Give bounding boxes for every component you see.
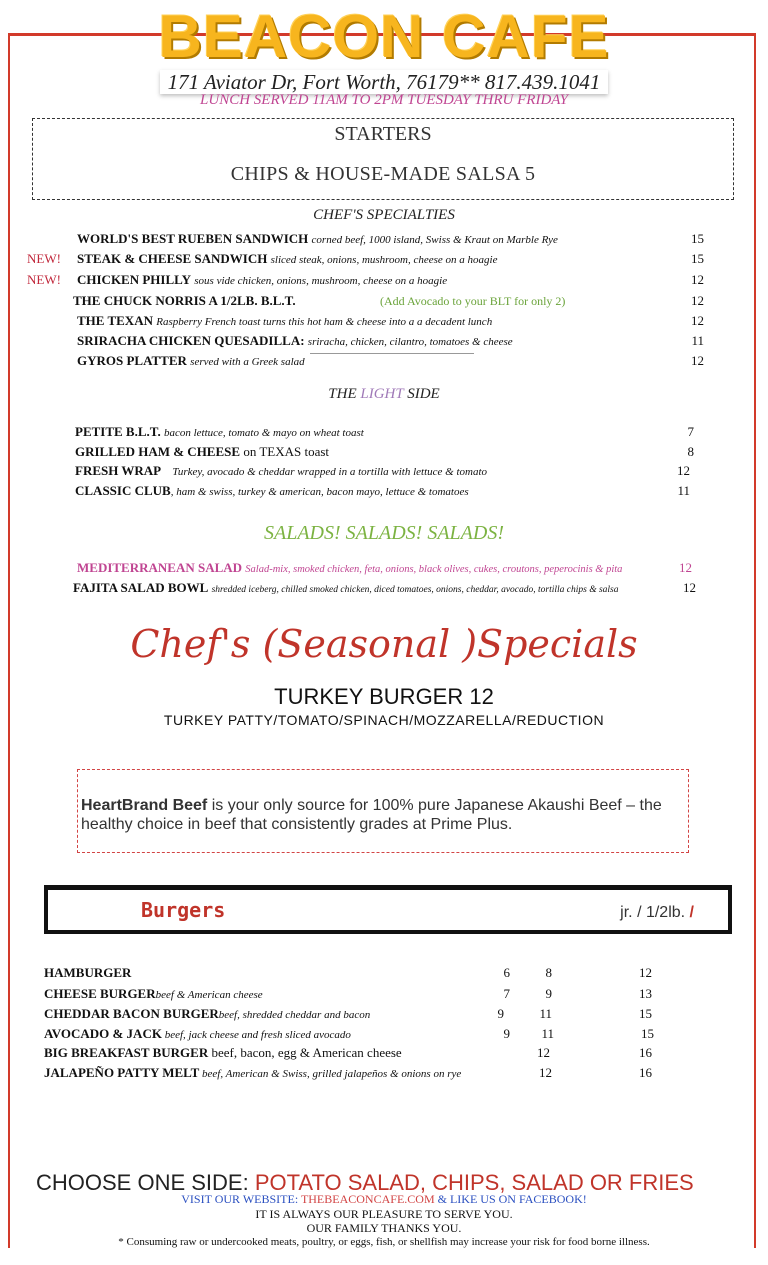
heartbrand-bold: HeartBrand Beef	[81, 797, 208, 814]
disclaimer: * Consuming raw or undercooked meats, poultry, or eggs, fish, or shellfish may increase your risk for food borne illness.	[118, 1236, 650, 1248]
burger-row	[44, 965, 131, 982]
item-desc: (Add Avocado to your BLT for only 2)	[380, 294, 566, 308]
thanks-line-1: IT IS ALWAYS OUR PLEASURE TO SERVE YOU.	[255, 1207, 513, 1221]
facebook-text: & LIKE US ON FACEBOOK!	[434, 1192, 587, 1206]
item-name: SRIRACHA CHICKEN QUESADILLA:	[77, 333, 305, 348]
item-name: BIG BREAKFAST BURGER	[44, 1045, 209, 1060]
seasonal-desc: TURKEY PATTY/TOMATO/SPINACH/MOZZARELLA/REDUCTION	[163, 712, 605, 728]
item-desc: corned beef, 1000 island, Swiss & Kraut on Marble Rye	[311, 234, 558, 246]
item-name: WORLD'S BEST RUEBEN SANDWICH	[77, 231, 309, 246]
price-jr: 9	[503, 1026, 510, 1041]
item-name: JALAPEÑO PATTY MELT	[44, 1065, 200, 1080]
menu-item	[75, 483, 469, 500]
heartbrand-body: is your only source for 100% pure Japanese Akaushi Beef – the healthy choice in beef that consistently grades at Prime Plus.	[81, 797, 662, 833]
thanks-line-2: OUR FAMILY THANKS YOU.	[306, 1221, 462, 1235]
item-name: CLASSIC CLUB	[75, 483, 171, 498]
item-name: THE TEXAN	[77, 313, 153, 328]
item-desc: on TEXAS toast	[240, 444, 330, 459]
item-price: 11	[677, 483, 690, 498]
price-half: 8	[545, 965, 552, 980]
item-name: HAMBURGER	[44, 965, 132, 980]
price-full: 12	[639, 965, 652, 980]
menu-item	[77, 251, 498, 268]
item-name: GYROS PLATTER	[77, 353, 187, 368]
price-full: 15	[639, 1006, 652, 1021]
divider	[310, 353, 474, 354]
seasonal-item: TURKEY BURGER 12	[274, 684, 494, 709]
item-name: PETITE B.L.T.	[75, 424, 161, 439]
item-price: 12	[691, 272, 704, 287]
price-full: 16	[639, 1065, 652, 1080]
item-price: 8	[687, 444, 694, 459]
starters-heading: STARTERS	[334, 123, 432, 145]
item-desc: sous vide chicken, onions, mushroom, cheese on a hoagie	[194, 275, 448, 287]
price-half: 12	[537, 1045, 550, 1060]
choose-options: POTATO SALAD, CHIPS, SALAD OR FRIES	[254, 1170, 694, 1195]
new-badge: NEW!	[27, 251, 61, 266]
item-desc: , ham & swiss, turkey & american, bacon mayo, lettuce & tomatoes	[170, 486, 469, 498]
item-name: CHICKEN PHILLY	[77, 272, 192, 287]
burgers-bar	[44, 885, 732, 934]
burger-row	[44, 986, 263, 1003]
item-price: 12	[691, 313, 704, 328]
price-full: 13	[639, 986, 652, 1001]
burger-size-slash: /	[689, 904, 694, 921]
light-heading-a: THE	[328, 386, 361, 402]
price-jr: 7	[503, 986, 510, 1001]
item-name: GRILLED HAM & CHEESE	[75, 444, 241, 459]
chefs-heading: CHEF'S SPECIALTIES	[313, 207, 455, 223]
menu-item	[75, 444, 329, 460]
price-half: 11	[539, 1006, 552, 1021]
starters-box	[32, 118, 734, 200]
burger-row	[44, 1045, 402, 1061]
new-badge: NEW!	[27, 272, 61, 287]
item-price: 11	[691, 333, 704, 348]
price-jr: 6	[503, 965, 510, 980]
menu-item	[77, 353, 305, 370]
item-name: CHEESE BURGER	[44, 986, 156, 1001]
burgers-sizes	[620, 904, 694, 922]
item-desc: sriracha, chicken, cilantro, tomatoes & cheese	[307, 336, 513, 348]
light-heading-b: LIGHT	[360, 386, 404, 402]
item-price: 12	[677, 463, 690, 478]
item-name: MEDITERRANEAN SALAD	[77, 560, 243, 575]
heartbrand-text	[81, 796, 678, 834]
light-heading-c: SIDE	[403, 386, 440, 402]
item-desc: beef & American cheese	[155, 989, 263, 1001]
item-desc: served with a Greek salad	[190, 356, 305, 368]
seasonal-heading: Chef's (Seasonal )Specials	[130, 622, 638, 666]
price-half: 12	[539, 1065, 552, 1080]
item-desc: bacon lettuce, tomato & mayo on wheat toast	[163, 427, 364, 439]
cafe-title: BEACON CAFE	[158, 3, 610, 70]
item-name: CHEDDAR BACON BURGER	[44, 1006, 219, 1021]
item-desc: beef, bacon, egg & American cheese	[208, 1045, 402, 1060]
starters-item: CHIPS & HOUSE-MADE SALSA 5	[230, 163, 536, 185]
burgers-heading: Burgers	[141, 898, 226, 922]
website-line	[0, 1192, 768, 1206]
website-link[interactable]: THEBEACONCAFE.COM	[300, 1192, 435, 1206]
item-price: 15	[691, 251, 704, 266]
menu-item	[77, 560, 622, 578]
item-desc: beef, jack cheese and fresh sliced avocado	[161, 1029, 351, 1041]
menu-item	[73, 580, 619, 598]
item-desc: Turkey, avocado & cheddar wrapped in a tortilla with lettuce & tomato	[172, 466, 488, 478]
item-desc: sliced steak, onions, mushroom, cheese on a hoagie	[270, 254, 498, 266]
menu-item	[77, 333, 513, 350]
burger-row	[44, 1065, 461, 1082]
item-desc: Salad-mix, smoked chicken, feta, onions, black olives, cukes, croutons, peperocinis & pita	[245, 564, 623, 575]
lunch-hours: LUNCH SERVED 11AM TO 2PM TUESDAY THRU FRIDAY	[200, 92, 568, 108]
item-price: 12	[691, 353, 704, 368]
item-name: AVOCADO & JACK	[44, 1026, 162, 1041]
item-price: 12	[679, 560, 692, 575]
item-price: 7	[687, 424, 694, 439]
burger-row	[44, 1006, 370, 1023]
heartbrand-box	[77, 769, 689, 853]
menu-item	[75, 463, 487, 480]
item-desc: shredded iceberg, chilled smoked chicken, diced tomatoes, onions, cheddar, avocado, tortilla chips & salsa	[211, 585, 619, 595]
item-price: 15	[691, 231, 704, 246]
website-label: VISIT OUR WEBSITE:	[181, 1192, 301, 1206]
price-half: 9	[545, 986, 552, 1001]
menu-item	[73, 293, 296, 309]
item-desc: beef, shredded cheddar and bacon	[218, 1009, 371, 1021]
address-text: 171 Aviator Dr, Fort Worth, 76179** 817.439.1041	[160, 70, 609, 94]
burger-size-labels: jr. / 1/2lb.	[620, 904, 690, 921]
item-name: THE CHUCK NORRIS A 1/2LB. B.L.T.	[73, 293, 296, 308]
menu-item	[77, 272, 447, 289]
item-desc: Raspberry French toast turns this hot ham & cheese into a a decadent lunch	[156, 316, 493, 328]
item-price: 12	[691, 293, 704, 308]
price-full: 15	[641, 1026, 654, 1041]
price-half: 11	[541, 1026, 554, 1041]
item-desc: beef, American & Swiss, grilled jalapeños & onions on rye	[199, 1068, 462, 1080]
item-price: 12	[683, 580, 696, 595]
salads-heading: SALADS! SALADS! SALADS!	[264, 522, 504, 544]
light-heading	[0, 386, 768, 403]
price-jr: 9	[497, 1006, 504, 1021]
menu-item	[75, 424, 364, 441]
item-name: FAJITA SALAD BOWL	[73, 580, 209, 595]
price-full: 16	[639, 1045, 652, 1060]
menu-item	[77, 231, 558, 248]
menu-item	[77, 313, 492, 330]
item-name: FRESH WRAP	[75, 463, 162, 478]
item-name: STEAK & CHEESE SANDWICH	[77, 251, 268, 266]
choose-label: CHOOSE ONE SIDE:	[36, 1170, 255, 1195]
burger-row	[44, 1026, 351, 1043]
